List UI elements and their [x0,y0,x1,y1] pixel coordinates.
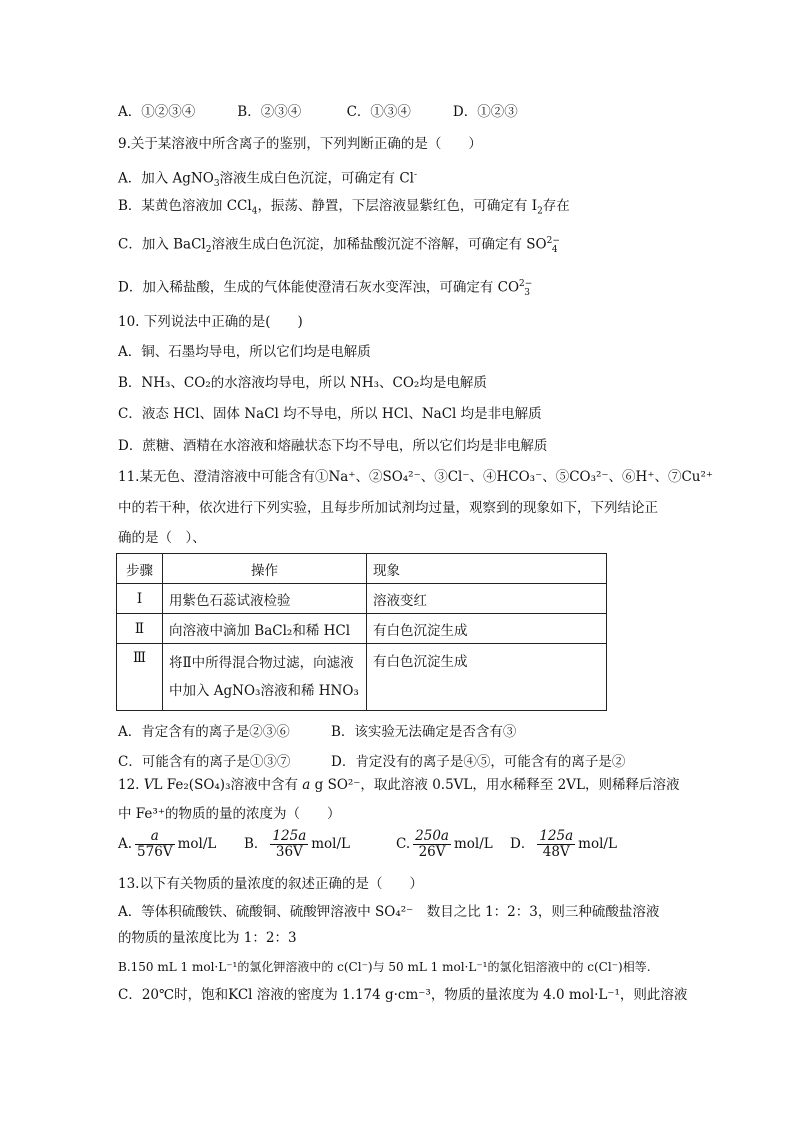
q11-option-a: A．肯定含有的离子是②③⑥ [118,724,290,740]
q12-stem-line2: 中 Fe³⁺的物质的量的浓度为（ ） [118,806,341,822]
q13-option-a-line1: A．等体积硫酸铁、硫酸铜、硫酸钾溶液中 SO₄²⁻ 数目之比 1：2：3，则三种硫酸盐溶液 [118,904,660,920]
q12-option-c: C. $\frac{250a}{26V}$ mol/L [396,828,493,860]
q9-option-a: A．加入 AgNO$_3$溶液生成白色沉淀，可确定有 Cl- [118,170,418,190]
q11-option-c: C．可能含有的离子是①③⑦ [118,754,291,770]
table-row [117,584,607,614]
q10-stem: 10. 下列说法中正确的是( ) [118,314,303,330]
q8-option-b: B．②③④ [237,104,302,120]
q8-option-a: A．①②③④ [118,104,196,120]
q11-option-b: B．该实验无法确定是否含有③ [331,724,517,740]
q13-option-a-line2: 的物质的量浓度比为 1：2：3 [118,930,297,946]
fraction: $\frac{125a}{48V}$ [539,828,574,860]
fraction: $\frac{250a}{26V}$ [415,828,449,860]
q10-option-d: D．蔗糖、酒精在水溶液和熔融状态下均不导电，所以它们均是非电解质 [118,438,548,454]
q8-option-c: C．①③④ [346,104,411,120]
q11-stem-line2: 中的若干种，依次进行下列实验，且每步所加试剂均过量，观察到的现象如下，下列结论正 [118,500,658,516]
table-row [117,644,607,711]
experiment-table [116,553,607,711]
q13-option-b: B.150 mL 1 mol·L⁻¹的氯化钾溶液中的 c(Cl⁻)与 50 mL 1 mol·L⁻¹的氯化铝溶液中的 c(Cl⁻)相等. [118,960,651,974]
header-result: 现象 [367,554,607,584]
q9-option-b: B．某黄色溶液加 CCl$_4$，振荡、静置，下层溶液显紫红色，可确定有 $I_2$存在 [118,198,570,217]
row-result: 溶液变红 [367,584,607,614]
q13-stem: 13.以下有关物质的量浓度的叙述正确的是（ ） [118,876,423,892]
q12-stem-line1: 12. VL Fe₂(SO₄)₃溶液中含有 a g SO²⁻，取此溶液 0.5VL，用水稀释至 2VL，则稀释后溶液 [118,777,680,793]
fraction: $\frac{a}{576V}$ [137,828,173,860]
q9-option-c: C．加入 BaCl$_2$溶液生成白色沉淀，加稀盐酸沉淀不溶解，可确定有 $SO^{2-}_4$ [118,236,560,256]
row-step: Ⅱ [117,614,163,644]
row-operation: 将Ⅱ中所得混合物过滤，向滤液中加入 AgNO₃溶液和稀 HNO₃ [163,644,367,711]
row-operation: 向溶液中滴加 BaCl₂和稀 HCl [163,614,367,644]
q13-option-c: C．20℃时，饱和KCl 溶液的密度为 1.174 g·cm⁻³，物质的量浓度为 4.0 mol·L⁻¹，则此溶液 [118,987,688,1003]
q11-stem-line1: 11.某无色、澄清溶液中可能含有①Na⁺、②SO₄²⁻、③Cl⁻、④HCO₃⁻、⑤CO₃²⁻、⑥H⁺、⑦Cu²⁺ [118,469,714,485]
fraction: $\frac{125a}{36V}$ [272,828,307,860]
q11-stem-line3: 确的是（ ）、 [118,530,206,546]
header-step: 步骤 [117,554,163,584]
row-operation: 用紫色石蕊试液检验 [163,584,367,614]
q9-option-d: D．加入稀盐酸，生成的气体能使澄清石灰水变浑浊，可确定有 $CO^{2-}_3$ [118,279,533,299]
q10-option-c: C．液态 HCl、固体 NaCl 均不导电，所以 HCl、NaCl 均是非电解质 [118,406,542,422]
q9-stem: 9.关于某溶液中所含离子的鉴别，下列判断正确的是（ ） [118,136,482,152]
header-operation: 操作 [163,554,367,584]
q10-option-b: B．NH₃、CO₂的水溶液均导电，所以 NH₃、CO₂均是电解质 [118,375,487,391]
row-result: 有白色沉淀生成 [367,644,607,711]
q11-option-d: D．肯定没有的离子是④⑤，可能含有的离子是② [331,754,626,770]
q10-option-a: A．铜、石墨均导电，所以它们均是电解质 [118,344,371,360]
table-header-row [117,554,607,584]
table-row [117,614,607,644]
q12-option-b: B． $\frac{125a}{36V}$ mol/L [244,828,351,860]
row-step: Ⅲ [117,644,163,711]
q8-option-d: D．①②③ [452,104,518,120]
q12-option-d: D． $\frac{125a}{48V}$ mol/L [510,828,617,860]
q8-options [118,103,518,121]
row-step: Ⅰ [117,584,163,614]
q12-option-a: A. $\frac{a}{576V}$ mol/L [118,828,217,860]
row-result: 有白色沉淀生成 [367,614,607,644]
